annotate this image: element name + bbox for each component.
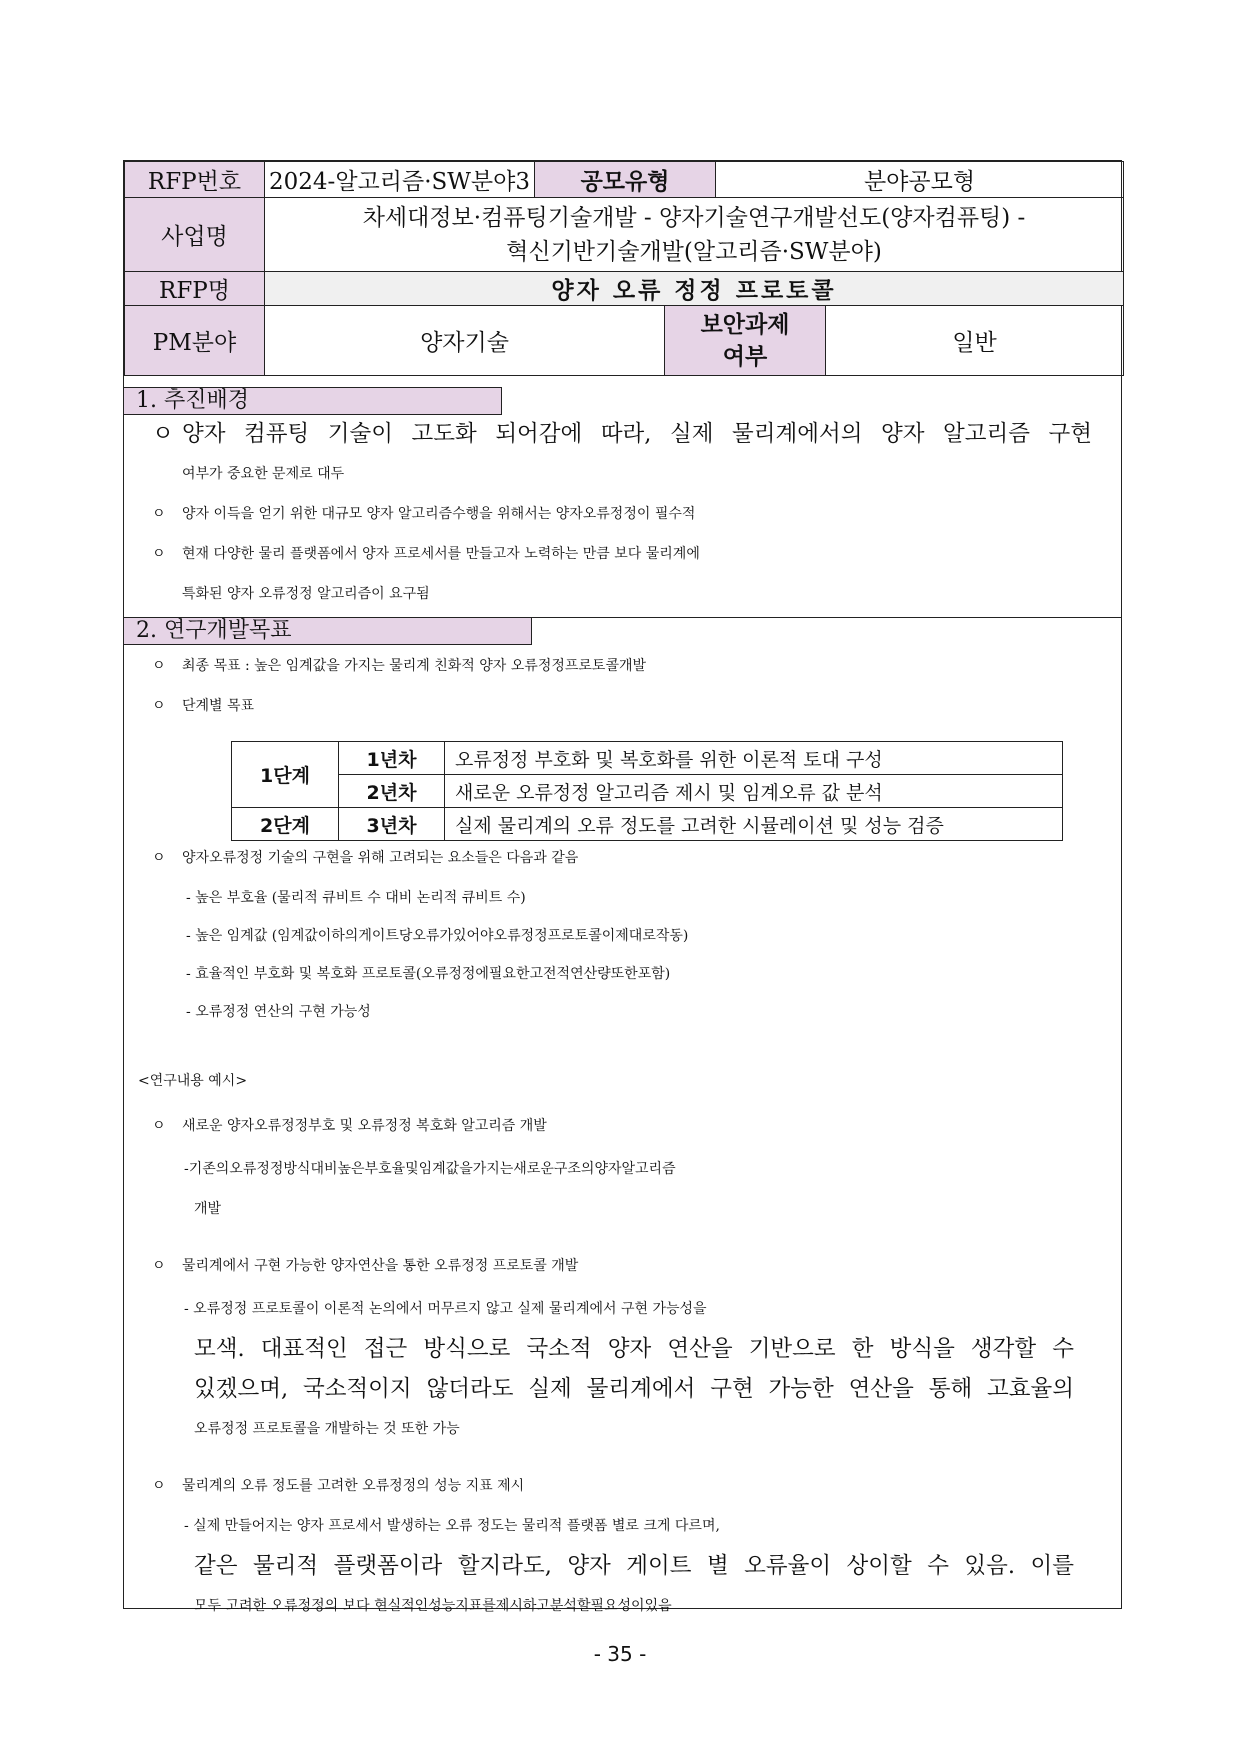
table-row	[232, 742, 1063, 775]
stage-schedule-table	[231, 741, 1063, 841]
bullet-text: 양자 이득을 얻기 위한 대규모 양자 알고리즘수행을 위해서는 양자오류정정이 필수적	[182, 506, 696, 522]
rfp-no-label: RFP번호	[125, 162, 265, 198]
phase-cell: 1단계	[232, 742, 339, 808]
bullet-marker: ㅇ	[152, 698, 166, 714]
page-number: - 35 -	[593, 1642, 647, 1666]
project-line-2: 혁신기반기술개발(알고리즘·SW분야)	[506, 238, 882, 265]
example-2-detail-cont-1: 모색. 대표적인 접근 방식으로 국소적 양자 연산을 기반으로 한 방식을 생각할 수	[194, 1336, 1074, 1362]
rfp-name-value: 양자 오류 정정 프로토콜	[265, 272, 1124, 306]
security-label	[665, 306, 826, 376]
factor-text: 효율적인 부호화 및 복호화 프로토콜(오류정정에필요한고전적연산량또한포함)	[195, 966, 671, 982]
dash-marker: -	[186, 1004, 191, 1020]
bg-bullet-1-cont: 여부가 중요한 문제로 대두	[182, 466, 345, 482]
rfp-name-label: RFP명	[125, 272, 265, 306]
example-2-detail-cont-2: 있겠으며, 국소적이지 않더라도 실제 물리계에서 구현 가능한 연산을 통해 고효율의	[194, 1376, 1074, 1402]
example-1-detail-cont: 개발	[194, 1201, 222, 1217]
bullet-marker: ㅇ	[152, 658, 166, 674]
bullet-marker: ㅇ	[152, 506, 166, 522]
examples-title: <연구내용 예시>	[138, 1073, 248, 1089]
year-cell: 1년차	[339, 742, 445, 775]
bullet-text: 물리계의 오류 정도를 고려한 오류정정의 성능 지표 제시	[182, 1478, 525, 1494]
bullet-text: 양자 컴퓨팅 기술이 고도화 되어감에 따라, 실제 물리계에서의 양자 알고리즘 구현	[182, 421, 1092, 447]
call-type-value: 분야공모형	[716, 162, 1124, 198]
example-3-detail-cont-2: 모두 고려한 오류정정의 보다 현실적인성능지표를제시하고분석할필요성이있음	[194, 1598, 672, 1614]
example-2-detail: - 오류정정 프로토콜이 이론적 논의에서 머무르지 않고 실제 물리계에서 구현 가능성을	[184, 1301, 707, 1317]
bg-bullet-3-cont: 특화된 양자 오류정정 알고리즘이 요구됨	[182, 586, 430, 602]
bullet-text: 물리계에서 구현 가능한 양자연산을 통한 오류정정 프로토콜 개발	[182, 1258, 579, 1274]
document-frame	[123, 160, 1122, 1614]
security-label-line-1: 보안과제	[700, 310, 790, 338]
factor-1	[124, 883, 1186, 913]
bullet-marker: ㅇ	[152, 421, 174, 447]
factor-text: 오류정정 연산의 구현 가능성	[195, 1004, 371, 1020]
rfp-header-table	[124, 161, 1124, 376]
call-type-label: 공모유형	[535, 162, 716, 198]
bg-bullet-2	[124, 499, 1152, 529]
example-3-detail-cont-1: 같은 물리적 플랫폼이라 할지라도, 양자 게이트 별 오류율이 상이할 수 있음. 이를	[194, 1553, 1074, 1579]
goal-stage	[124, 691, 1152, 721]
project-value	[265, 198, 1124, 272]
bullet-text: 최종 목표 : 높은 임계값을 가지는 물리계 친화적 양자 오류정정프로토콜개발	[182, 658, 647, 674]
bg-bullet-3	[124, 539, 1152, 569]
example-2	[124, 1251, 1152, 1281]
bg-bullet-1	[124, 419, 1092, 449]
bullet-marker: ㅇ	[152, 546, 166, 562]
section1-title: 1. 추진배경	[124, 387, 502, 415]
factor-3	[124, 959, 1186, 989]
example-3	[124, 1471, 1152, 1501]
project-label: 사업명	[125, 198, 265, 272]
pm-label: PM분야	[125, 306, 265, 376]
project-line-1: 차세대정보·컴퓨팅기술개발 - 양자기술연구개발선도(양자컴퓨팅) -	[362, 204, 1026, 231]
content-cell: 오류정정 부호화 및 복호화를 위한 이론적 토대 구성	[445, 742, 1063, 775]
example-2-detail-cont-3: 오류정정 프로토콜을 개발하는 것 또한 가능	[194, 1421, 460, 1437]
bullet-marker: ㅇ	[152, 1258, 166, 1274]
example-1	[124, 1111, 1152, 1141]
phase-cell: 2단계	[232, 808, 339, 841]
bullet-marker: ㅇ	[152, 1118, 166, 1134]
factor-text: 높은 부호율 (물리적 큐비트 수 대비 논리적 큐비트 수)	[195, 890, 526, 906]
table-row	[232, 775, 1063, 808]
bullet-text: 양자오류정정 기술의 구현을 위해 고려되는 요소들은 다음과 같음	[182, 850, 579, 866]
security-label-line-2: 여부	[722, 342, 768, 370]
rfp-no-value: 2024-알고리즘·SW분야3	[265, 162, 535, 198]
year-cell: 2년차	[339, 775, 445, 808]
dash-marker: -	[186, 966, 191, 982]
factor-2	[124, 921, 1186, 951]
factor-text: 높은 임계값 (임계값이하의게이트당오류가있어야오류정정프로토콜이제대로작동)	[195, 928, 689, 944]
factor-4	[124, 997, 1186, 1027]
security-value: 일반	[826, 306, 1124, 376]
year-cell: 3년차	[339, 808, 445, 841]
example-3-detail: - 실제 만들어지는 양자 프로세서 발생하는 오류 정도는 물리적 플랫폼 별로 크게 다르며,	[184, 1518, 720, 1534]
dash-marker: -	[186, 890, 191, 906]
bullet-text: 단계별 목표	[182, 698, 255, 714]
pm-value: 양자기술	[265, 306, 665, 376]
content-cell: 실제 물리계의 오류 정도를 고려한 시뮬레이션 및 성능 검증	[445, 808, 1063, 841]
bullet-marker: ㅇ	[152, 1478, 166, 1494]
bullet-text: 새로운 양자오류정정부호 및 오류정정 복호화 알고리즘 개발	[182, 1118, 547, 1134]
dash-marker: -	[186, 928, 191, 944]
example-1-detail: -기존의오류정정방식대비높은부호율및임계값을가지는새로운구조의양자알고리즘	[184, 1161, 676, 1177]
bullet-text: 현재 다양한 물리 플랫폼에서 양자 프로세서를 만들고자 노력하는 만큼 보다 물리계에	[182, 546, 700, 562]
factors-intro	[124, 843, 1152, 873]
content-cell: 새로운 오류정정 알고리즘 제시 및 임계오류 값 분석	[445, 775, 1063, 808]
section2-title: 2. 연구개발목표	[124, 617, 532, 645]
bullet-marker: ㅇ	[152, 850, 166, 866]
goal-final	[124, 651, 1152, 681]
table-row	[232, 808, 1063, 841]
